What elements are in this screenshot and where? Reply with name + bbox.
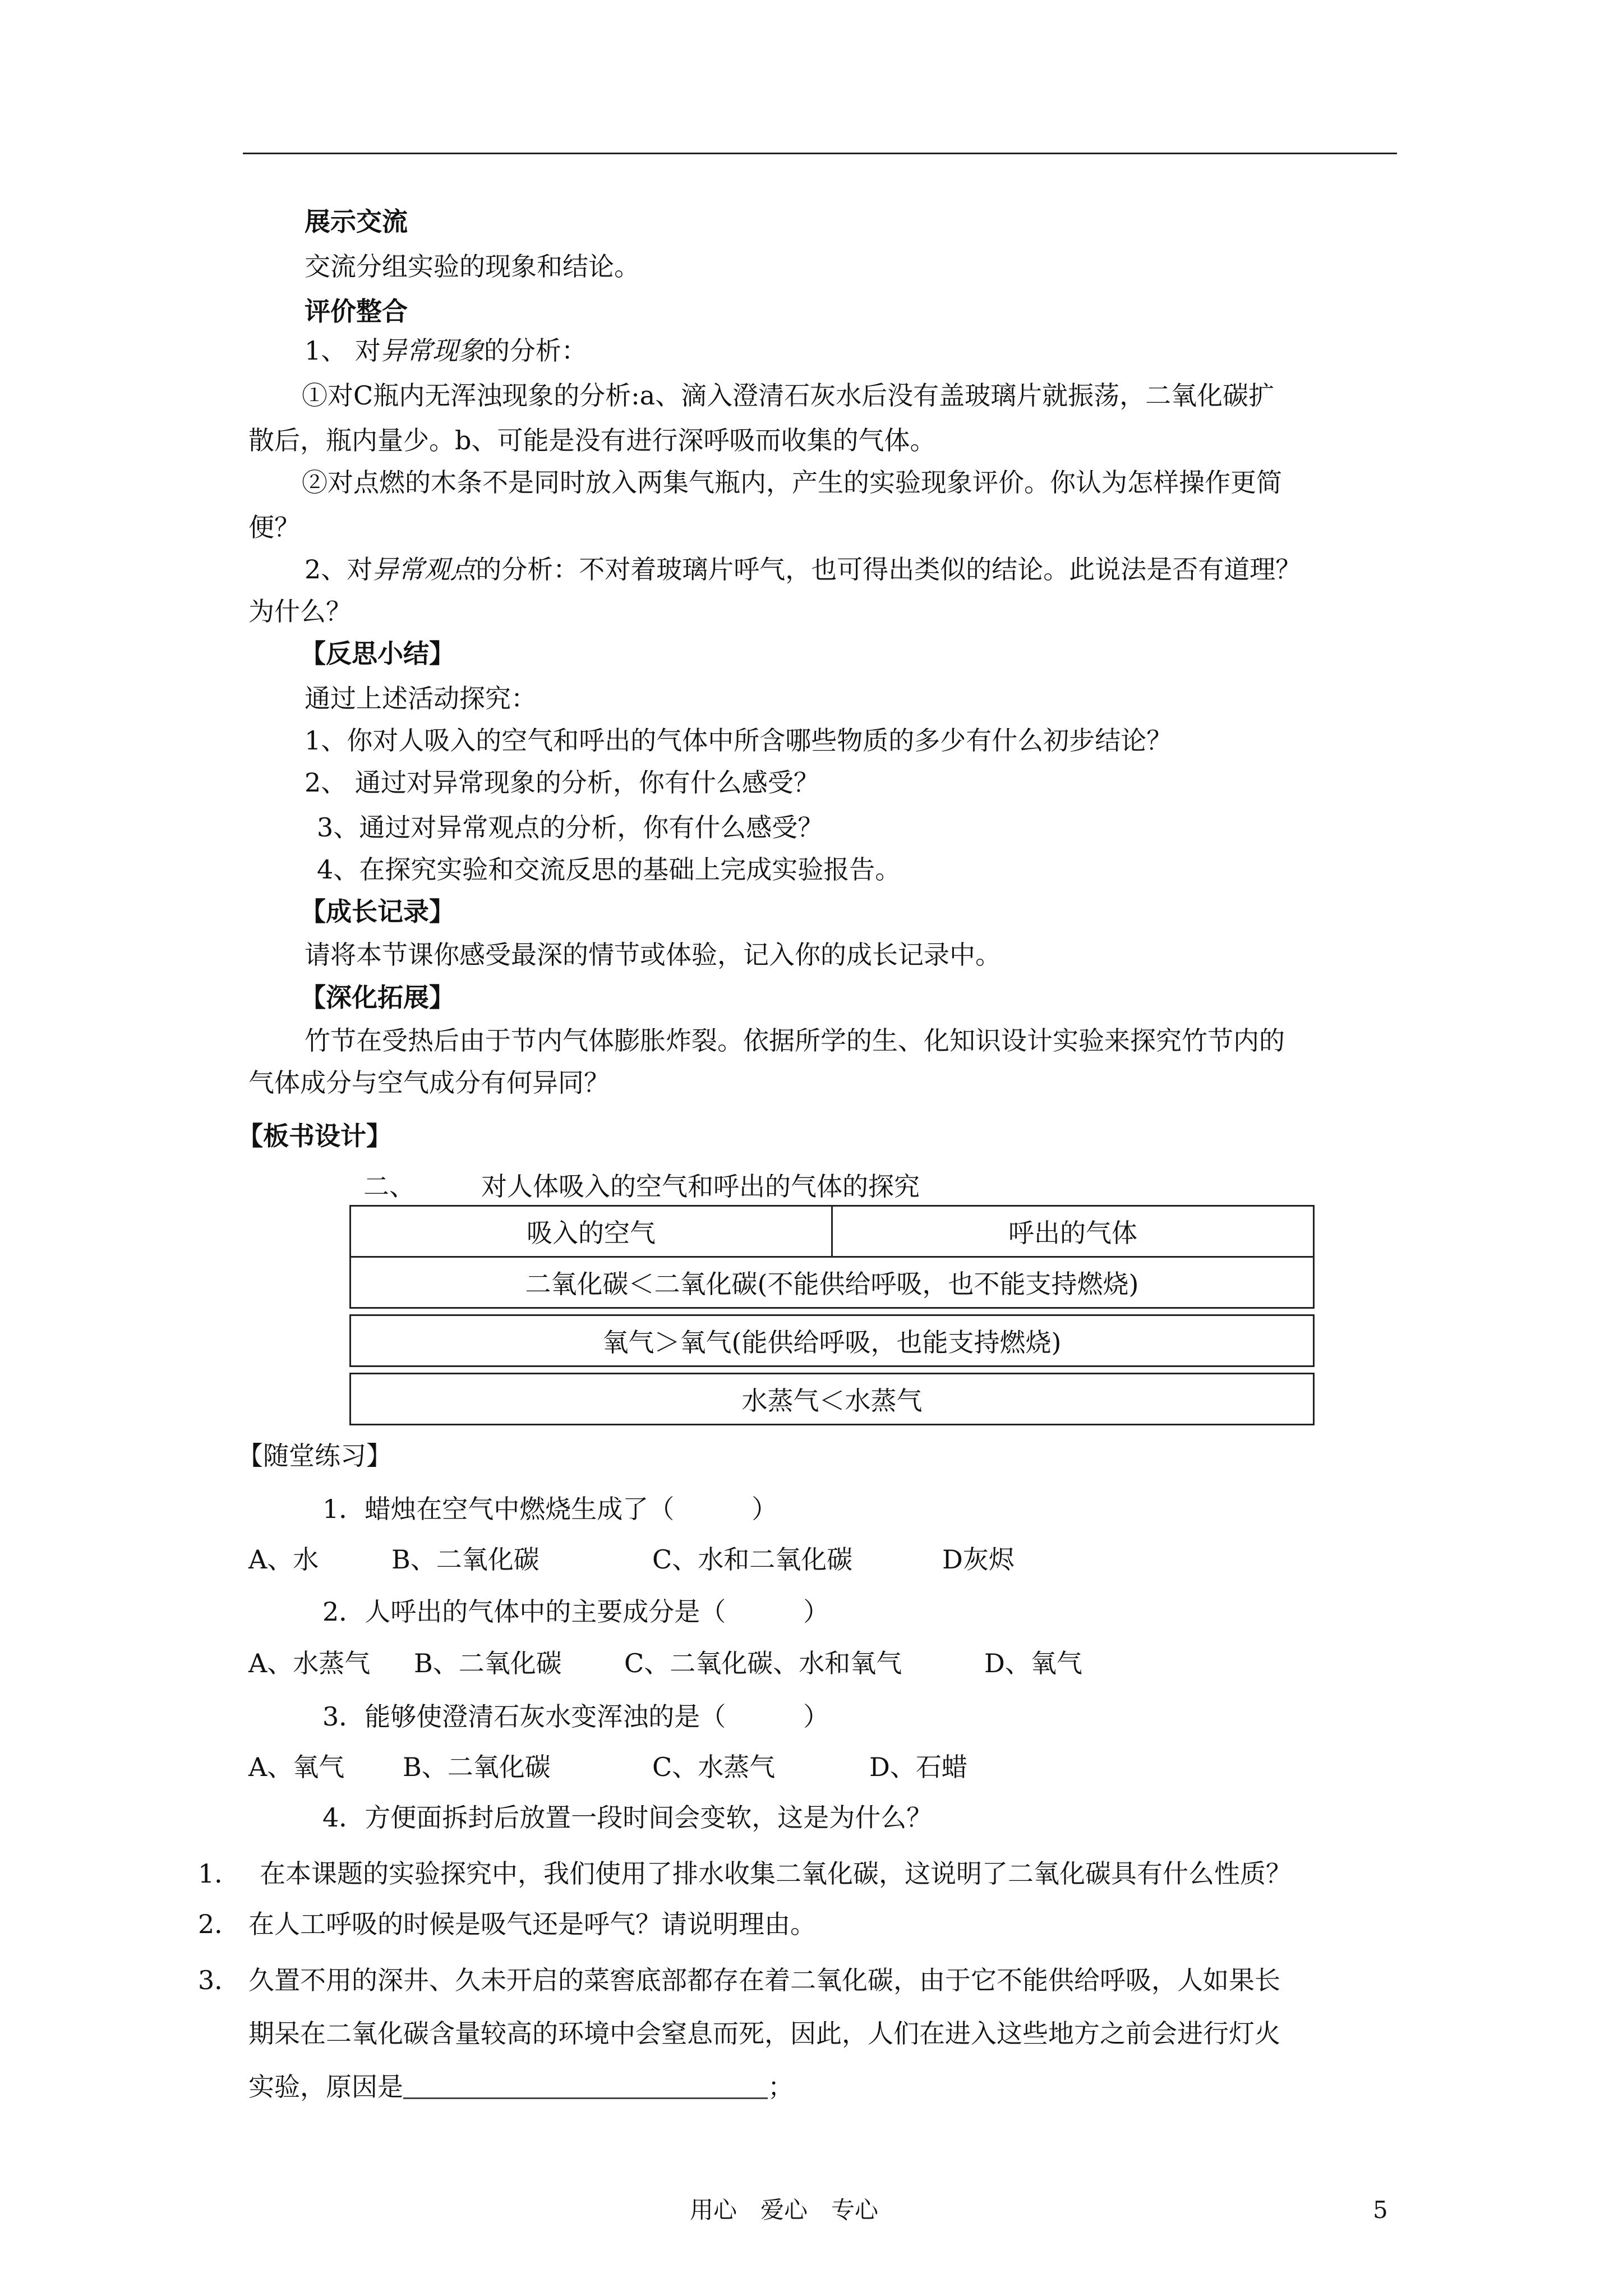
extra-2-number: 2．	[198, 1909, 241, 1939]
zhanshi-text: 交流分组实验的现象和结论。	[305, 251, 640, 282]
q1-option-a: A、水	[248, 1544, 319, 1575]
question-3: 3．能够使澄清石灰水变浑浊的是（ ）	[322, 1701, 829, 1732]
question-4: 4．方便面拆封后放置一段时间会变软，这是为什么？	[322, 1802, 933, 1833]
shenhua-line-2: 气体成分与空气成分有何异同？	[248, 1068, 610, 1098]
extra-3-line-3: 实验，原因是 ；	[248, 2072, 794, 2102]
chengzhang-text: 请将本节课你感受最深的情节或体验，记入你的成长记录中。	[305, 940, 1001, 970]
pingjia-item-2-line2: 为什么？	[248, 596, 352, 627]
section-title-suitang: 【随堂练习】	[237, 1441, 392, 1471]
section-title-shenhua: 【深化拓展】	[300, 982, 455, 1013]
pingjia-sub1-line2: 散后，瓶内量少。b、可能是没有进行深呼吸而收集的气体。	[248, 425, 936, 455]
q2-option-d: D、氧气	[984, 1648, 1082, 1678]
q3-option-d: D、石蜡	[869, 1752, 967, 1782]
section-title-zhanshi: 展示交流	[305, 206, 408, 237]
q2-option-a: A、水蒸气	[248, 1648, 371, 1678]
pingjia-sub2-line2: 便？	[248, 512, 300, 542]
board-col-right: 呼出的气体	[832, 1206, 1314, 1257]
extra-1-text: 在本课题的实验探究中，我们使用了排水收集二氧化碳，这说明了二氧化碳具有什么性质？	[260, 1858, 1292, 1889]
fansi-item-3: 3、通过对异常观点的分析，你有什么感受？	[317, 812, 824, 843]
pingjia-sub1-line1: ①对C瓶内无浑浊现象的分析:a、滴入澄清石灰水后没有盖玻璃片就振荡，二氧化碳扩	[302, 380, 1275, 411]
pingjia-item-1: 1、 对异常现象的分析：	[305, 335, 587, 366]
extra-2-text: 在人工呼吸的时候是吸气还是呼气？请说明理由。	[248, 1909, 816, 1939]
banshu-heading-num: 二、	[363, 1171, 415, 1202]
extra-1-number: 1．	[198, 1858, 241, 1889]
extra-3-number: 3．	[198, 1965, 241, 1995]
question-1: 1．蜡烛在空气中燃烧生成了（ ）	[322, 1494, 778, 1524]
section-title-fansi: 【反思小结】	[300, 638, 455, 669]
board-row-h2o: 水蒸气＜水蒸气	[351, 1374, 1314, 1425]
section-title-banshu: 【板书设计】	[237, 1121, 392, 1151]
pingjia-item-2: 2、对异常观点的分析：不对着玻璃片呼气，也可得出类似的结论。此说法是否有道理？	[305, 554, 1302, 585]
page-number: 5	[1373, 2196, 1388, 2224]
board-row-co2: 二氧化碳＜二氧化碳(不能供给呼吸，也不能支持燃烧)	[351, 1257, 1314, 1308]
fansi-item-2: 2、 通过对异常现象的分析，你有什么感受？	[305, 767, 819, 798]
section-title-pingjia: 评价整合	[305, 296, 408, 326]
question-2: 2．人呼出的气体中的主要成分是（ ）	[322, 1596, 829, 1627]
fansi-item-1: 1、你对人吸入的空气和呼出的气体中所含哪些物质的多少有什么初步结论？	[305, 725, 1173, 756]
shenhua-line-1: 竹节在受热后由于节内气体膨胀炸裂。依据所学的生、化知识设计实验来探究竹节内的	[305, 1025, 1285, 1056]
section-title-chengzhang: 【成长记录】	[300, 896, 455, 927]
answer-blank[interactable]	[403, 2072, 768, 2099]
board-table	[349, 1205, 1315, 1425]
fansi-intro: 通过上述活动探究：	[305, 683, 537, 714]
board-col-left: 吸入的空气	[351, 1206, 832, 1257]
q2-option-c: C、二氧化碳、水和氧气	[624, 1648, 902, 1678]
q2-option-b: B、二氧化碳	[414, 1648, 562, 1678]
q3-option-a: A、氧气	[248, 1752, 345, 1782]
q1-option-c: C、水和二氧化碳	[652, 1544, 853, 1575]
fansi-item-4: 4、在探究实验和交流反思的基础上完成实验报告。	[317, 854, 901, 885]
q3-option-c: C、水蒸气	[652, 1752, 776, 1782]
extra-3-line-1: 久置不用的深井、久未开启的菜窖底部都存在着二氧化碳，由于它不能供给呼吸，人如果长	[248, 1965, 1280, 1995]
q1-option-b: B、二氧化碳	[391, 1544, 540, 1575]
page-footer: 用心 爱心 专心	[690, 2196, 879, 2224]
q1-option-d: D灰烬	[942, 1544, 1015, 1575]
header-rule	[243, 153, 1397, 154]
board-row-o2: 氧气＞氧气(能供给呼吸，也能支持燃烧)	[351, 1315, 1314, 1366]
q3-option-b: B、二氧化碳	[403, 1752, 551, 1782]
extra-3-line-2: 期呆在二氧化碳含量较高的环境中会窒息而死，因此，人们在进入这些地方之前会进行灯火	[248, 2018, 1280, 2049]
banshu-heading: 对人体吸入的空气和呼出的气体的探究	[481, 1171, 920, 1202]
pingjia-sub2-line1: ②对点燃的木条不是同时放入两集气瓶内，产生的实验现象评价。你认为怎样操作更简	[302, 467, 1282, 498]
